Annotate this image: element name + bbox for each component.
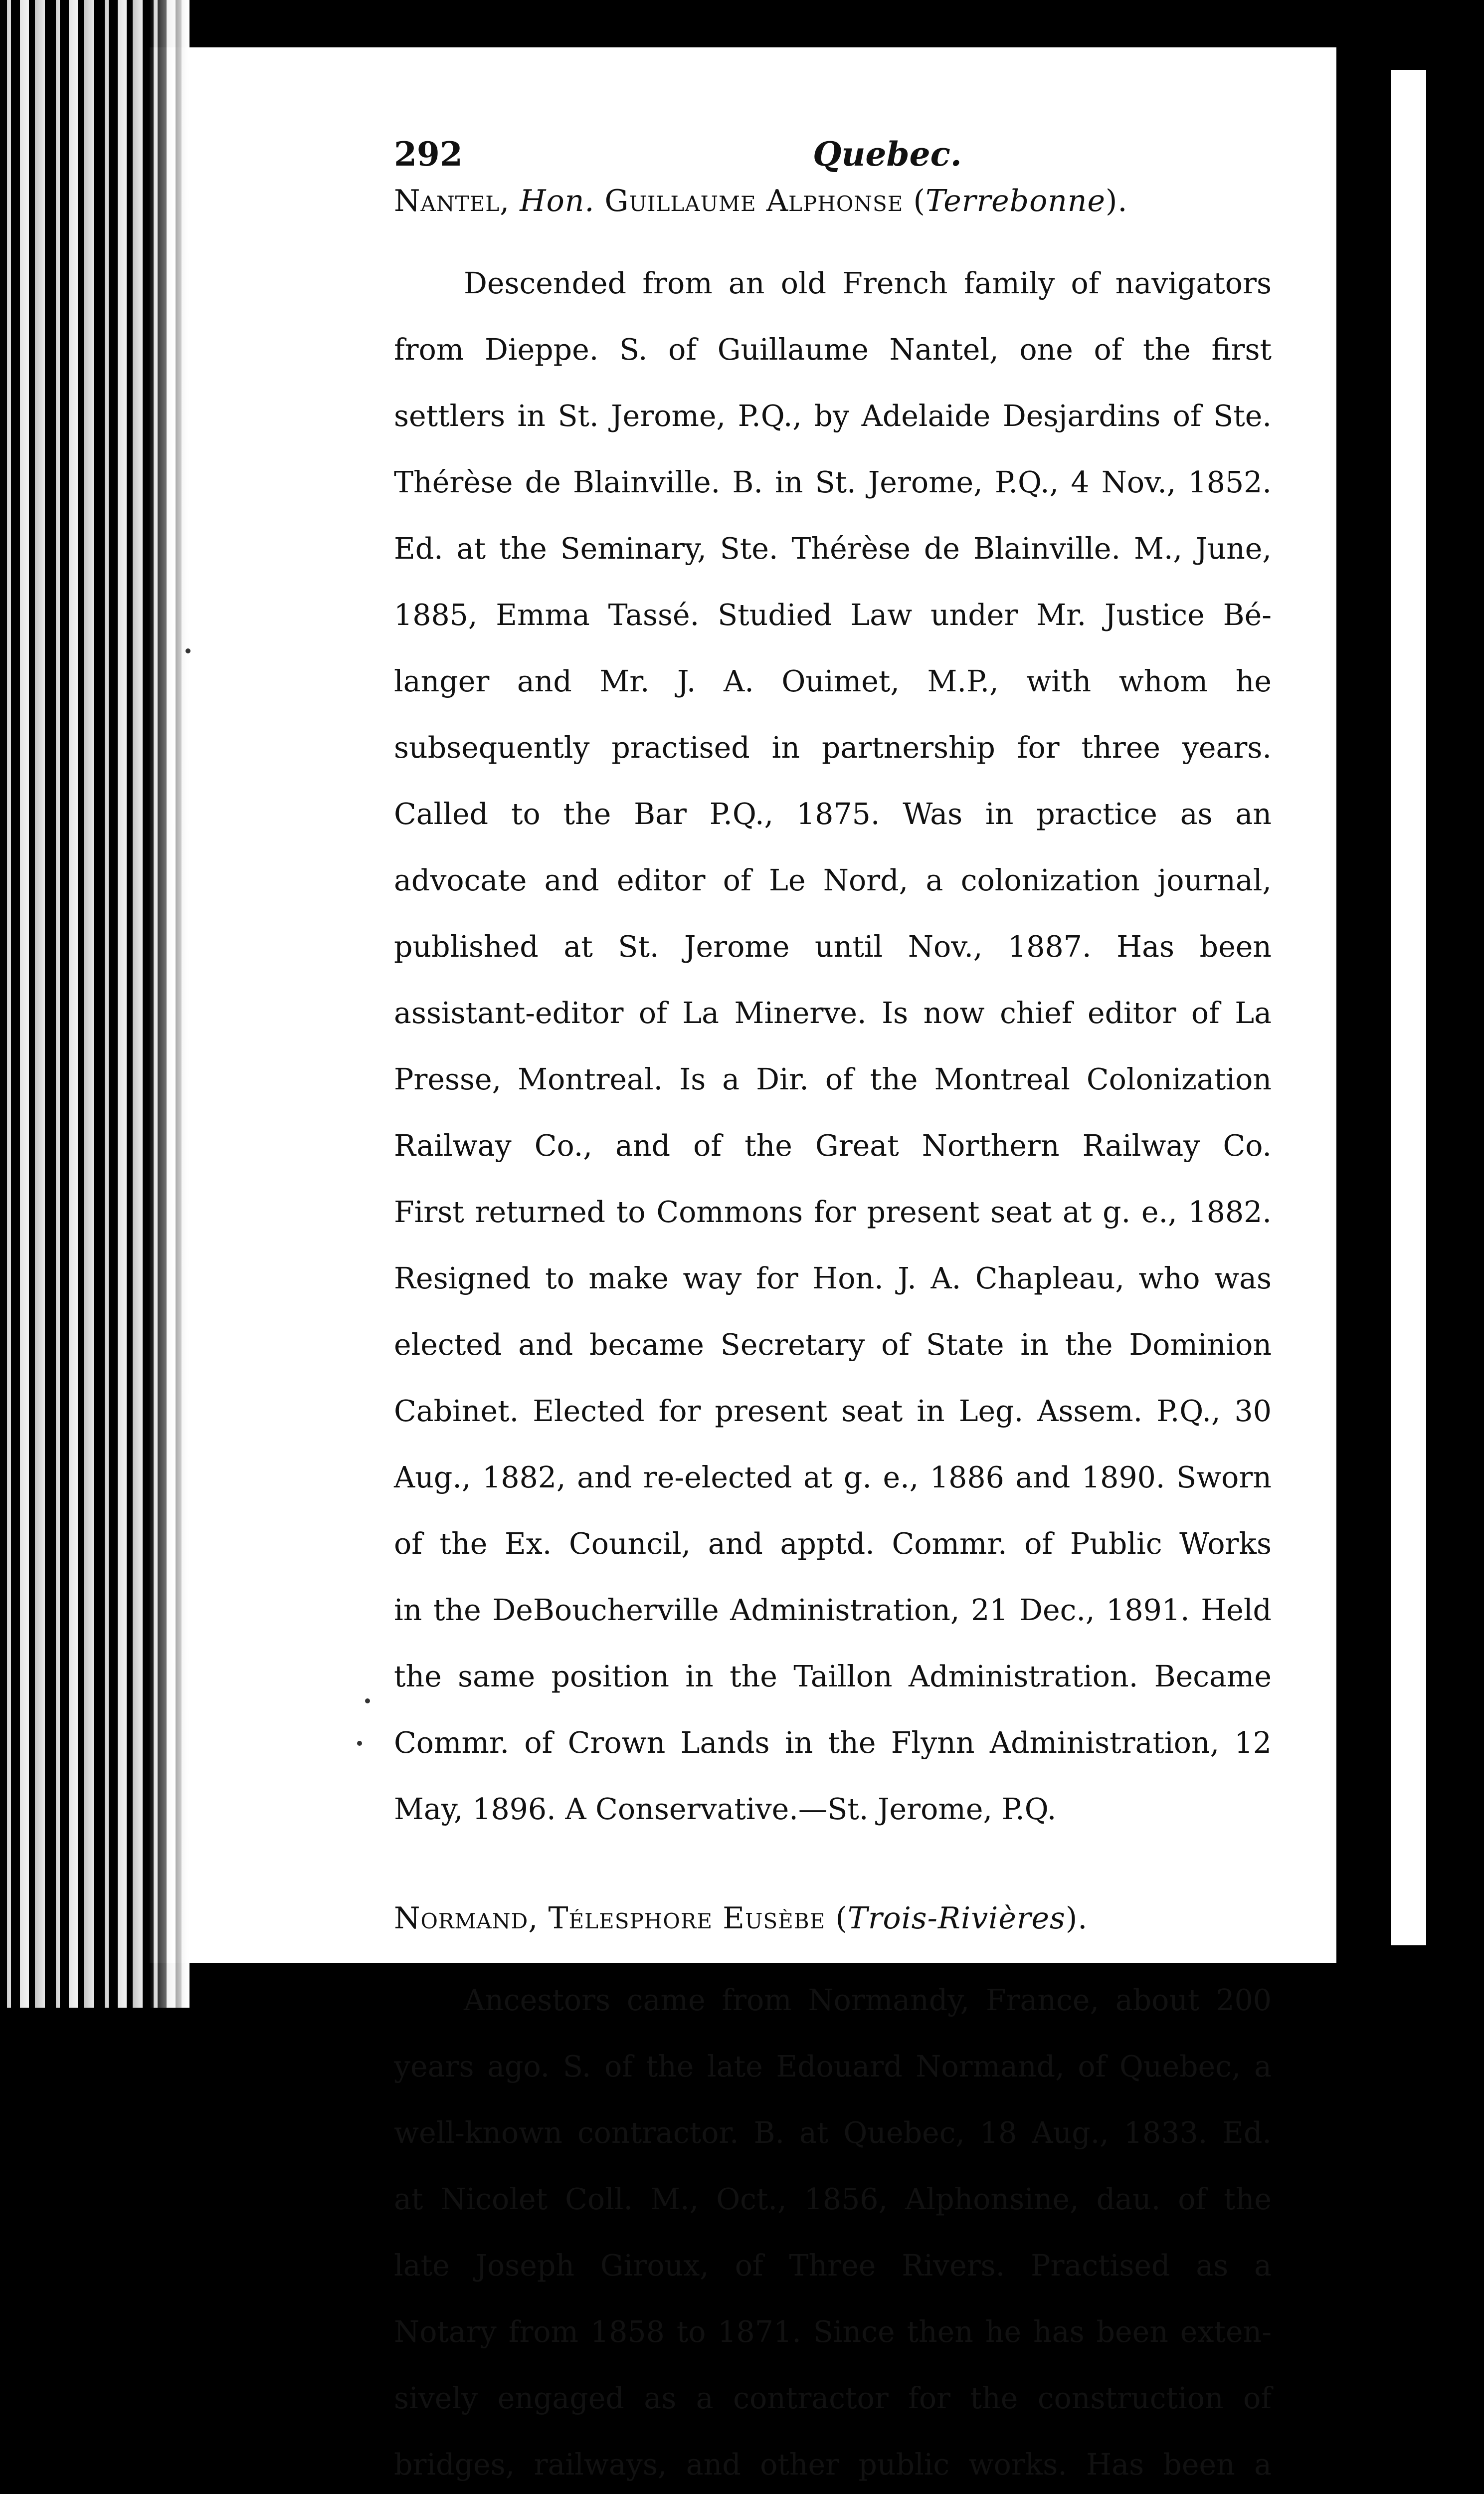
entry-district-open: ( [835,1901,847,1936]
body-line: subsequently practised in partnership for three years. [394,731,1272,765]
entry-given-names: Guillaume Alphonse [605,184,904,218]
body-line: Thérèse de Blainville. B. in St. Jerome, P.Q., 4 Nov., 1852. [394,466,1272,499]
entry-surname: Nantel, [394,184,510,218]
body-line: First returned to Commons for present seat at g. e., 1882. [394,1196,1272,1229]
margin-speck [357,1741,362,1746]
entry-normand [394,1897,1272,2494]
margin-speck [365,1698,370,1703]
body-line: Ancestors came from Normandy, France, about 200 [394,1984,1272,2017]
body-line: late Joseph Giroux, of Three Rivers. Practised as a [394,2249,1272,2283]
running-head [394,125,1272,180]
body-line: Resigned to make way for Hon. J. A. Chapleau, who was [394,1262,1272,1295]
entry-given-names: Télesphore Eusèbe [548,1901,825,1936]
body-line: at Nicolet Coll. M., Oct., 1856, Alphonsine, dau. of the [394,2183,1272,2216]
entry-body [394,1951,1272,2494]
body-line: Descended from an old French family of navigators [394,267,1272,300]
entry-district-open: ( [914,184,926,218]
body-line: bridges, railways, and other public works. Has been a [394,2448,1272,2482]
body-line: years ago. S. of the late Edouard Normand, of Quebec, a [394,2050,1272,2083]
next-page-edge [1391,70,1426,1945]
entry-surname: Normand, [394,1901,538,1936]
body-line: of the Ex. Council, and apptd. Commr. of Public Works [394,1527,1272,1561]
body-line: 1885, Emma Tassé. Studied Law under Mr. Justice Bé- [394,599,1272,632]
body-line: in the DeBoucherville Administration, 21 Dec., 1891. Held [394,1594,1272,1627]
body-line: elected and became Secretary of State in the Dominion [394,1328,1272,1362]
entry-heading [394,180,1272,222]
body-line: Presse, Montreal. Is a Dir. of the Montreal Colonization [394,1063,1272,1096]
body-line: May, 1896. A Conservative.—St. Jerome, P.Q. [394,1793,1272,1826]
entry-nantel [394,180,1272,1859]
page-number: 292 [394,135,463,174]
entry-district: Terrebonne [926,184,1106,218]
body-line: the same position in the Taillon Administration. Became [394,1660,1272,1693]
body-line: Railway Co., and of the Great Northern Railway Co. [394,1129,1272,1163]
entry-district: Trois-Rivières [848,1901,1066,1936]
body-line: Cabinet. Elected for present seat in Leg. Assem. P.Q., 30 [394,1395,1272,1428]
body-line: Aug., 1882, and re-elected at g. e., 1886 and 1890. Sworn [394,1461,1272,1494]
body-line: sively engaged as a contractor for the construction of [394,2382,1272,2415]
entry-district-close: ). [1106,184,1127,218]
body-line: Commr. of Crown Lands in the Flynn Administration, 12 [394,1726,1272,1760]
entry-district-close: ). [1066,1901,1088,1936]
page-content [394,125,1272,2494]
entry-title: Hon. [520,184,594,218]
body-line: from Dieppe. S. of Guillaume Nantel, one of the first [394,333,1272,367]
body-line: langer and Mr. J. A. Ouimet, M.P., with whom he [394,665,1272,698]
binding-shadow [150,0,189,2008]
right-margin-shadow [1341,0,1391,2008]
body-line: Notary from 1858 to 1871. Since then he has been exten- [394,2315,1272,2349]
body-line: Ed. at the Seminary, Ste. Thérèse de Blainville. M., June, [394,532,1272,566]
body-line: published at St. Jerome until Nov., 1887. Has been [394,930,1272,964]
body-line: settlers in St. Jerome, P.Q., by Adelaide Desjardins of Ste. [394,400,1272,433]
body-line: Called to the Bar P.Q., 1875. Was in practice as an [394,798,1272,831]
entry-heading [394,1897,1272,1940]
body-line: assistant-editor of La Minerve. Is now chief editor of La [394,997,1272,1030]
body-line: advocate and editor of Le Nord, a colonization journal, [394,864,1272,897]
entry-body [394,233,1272,1859]
running-title: Quebec. [813,135,962,174]
margin-speck [186,648,190,653]
body-line: well-known contractor. B. at Quebec, 18 Aug., 1833. Ed. [394,2116,1272,2150]
